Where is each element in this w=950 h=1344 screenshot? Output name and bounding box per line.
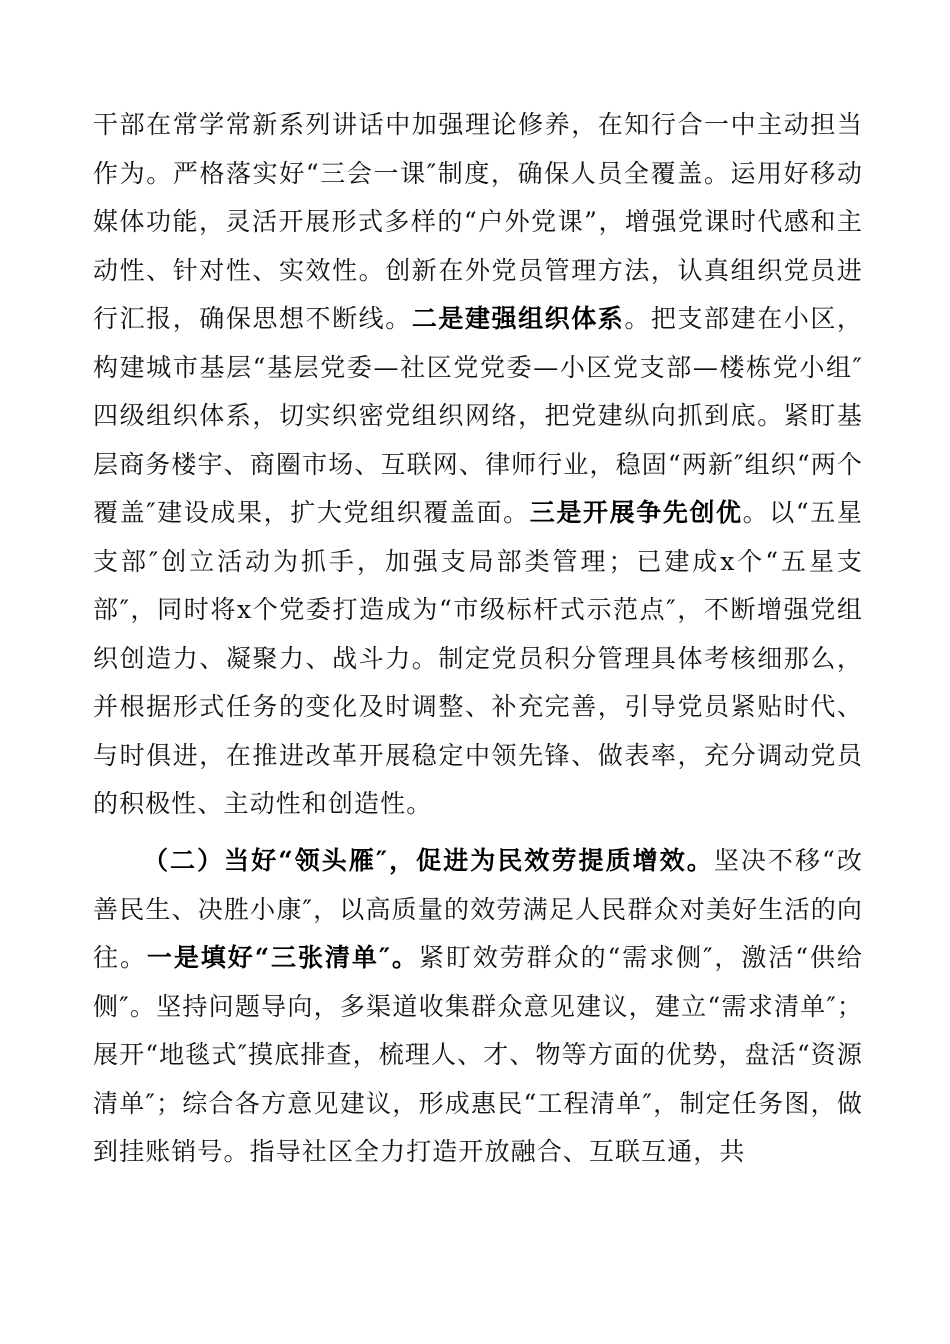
paragraph-2 xyxy=(93,837,863,1177)
paragraph-1-bold-point-3: 三是开展争先创优 xyxy=(529,498,743,527)
section-heading-2: （二）当好“领头雁″，促进为民效劳提质增效。 xyxy=(143,846,714,875)
paragraph-1-bold-point-2: 二是建强组织体系 xyxy=(411,304,625,333)
paragraph-2-text-2: 紧盯效劳群众的“需求侧″，激活“供给侧″。坚持问题导向，多渠道收集群众意见建议，建立“需求清单″；展开“地毯式″摸底排查，梳理人、才、物等方面的优势，盘活“资源清单″；综合各方意见建议，形成惠民“工程清单″，制定任务图，做到挂账销号。指导社区全力打造开放融合、互联互通，共 xyxy=(93,943,864,1166)
paragraph-1 xyxy=(93,101,863,829)
paragraph-1-text-3: 。以“五星支部″创立活动为抓手，加强支局部类管理；已建成x个“五星支部″，同时将x个党委打造成为“市级标杆式示范点″，不断增强党组织创造力、凝聚力、战斗力。制定党员积分管理具体考核细那么，并根据形式任务的变化及时调整、补充完善，引导党员紧贴时代、与时俱进，在推进改革开展稳定中领先锋、做表率，充分调动党员的积极性、主动性和创造性。 xyxy=(93,498,864,818)
paragraph-1-text-2: 。把支部建在小区，构建城市基层“基层党委—社区党党委—小区党支部—楼栋党小组″四级组织体系，切实织密党组织网络，把党建纵向抓到底。紧盯基层商务楼宇、商圈市场、互联网、律师行业，稳固“两新″组织“两个覆盖″建设成果，扩大党组织覆盖面。 xyxy=(93,304,863,527)
paragraph-2-text-1: 坚决不移“改善民生、决胜小康″，以高质量的效劳满足人民群众对美好生活的向往。 xyxy=(93,846,863,972)
paragraph-2-bold-point-1: 一是填好“三张清单″。 xyxy=(146,943,419,972)
paragraph-1-text-1: 干部在常学常新系列讲话中加强理论修养，在知行合一中主动担当作为。严格落实好“三会一课″制度，确保人员全覆盖。运用好移动媒体功能，灵活开展形式多样的“户外党课”，增强党课时代感和主动性、针对性、实效性。创新在外党员管理方法，认真组织党员进行汇报，确保思想不断线。 xyxy=(93,110,863,333)
